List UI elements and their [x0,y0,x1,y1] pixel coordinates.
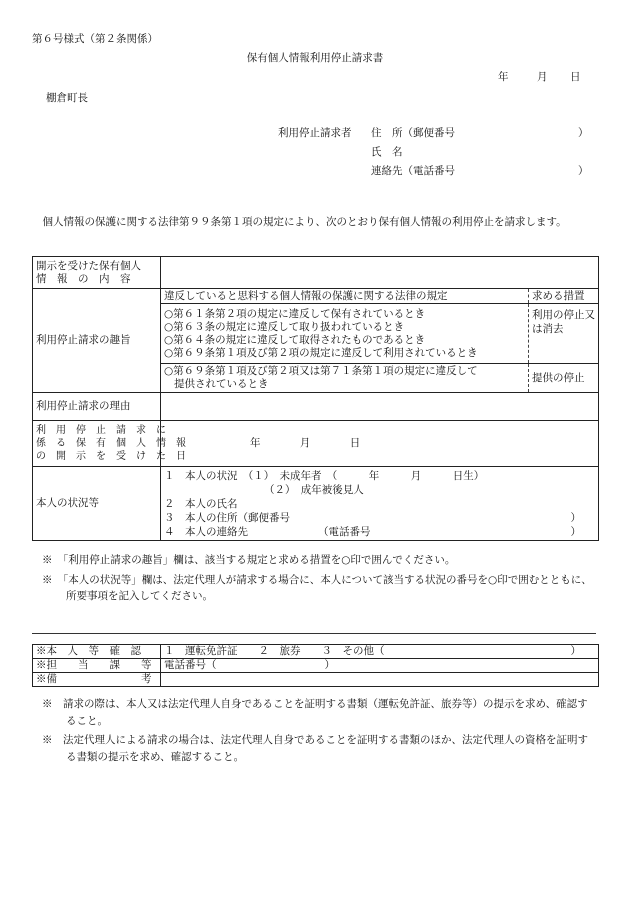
status-minor-option[interactable]: １ 本人の状況 （１） 未成年者 （ 年 月 日生） [164,469,485,482]
contact-close-paren: ） [578,165,589,177]
identity-check-options[interactable]: １ 運転免許証 ２ 旅券 ３ その他（ ） [161,645,599,659]
law-header: 違反していると思料する個人情報の保護に関する法律の規定 [161,289,529,304]
requester-address-field[interactable]: 住 所（郵便番号 [371,127,455,139]
law-option-61[interactable]: ○第６１条第２項の規定に違反して保有されているとき [164,307,426,320]
page-title: 保有個人情報利用停止請求書 [246,52,384,64]
status-address-field[interactable]: ３ 本人の住所（郵便番号 ） [164,511,581,524]
note-status: ※ 「本人の状況等」欄は、法定代理人が請求する場合に、本人について該当する状況の番号を○印で囲むとともに、所要事項を記入してください。 [42,574,592,602]
requester-name-field[interactable]: 氏 名 [371,146,403,158]
status-details [161,467,599,541]
note-identity-documents: ※ 請求の際は、本人又は法定代理人自身であることを証明する書類（運転免許証、旅券等）の提示を求め、確認すること。 [42,698,588,727]
status-name-field[interactable]: ２ 本人の氏名 [164,497,238,510]
remarks-label: ※備 考 [33,673,161,687]
addressee: 棚倉町長 [46,92,88,104]
disclosed-info-label: 開示を受けた保有個人 情 報 の 内 容 [33,257,161,289]
address-close-paren: ） [578,127,589,139]
disclosure-date-label: 利 用 停 止 請 求 に 係 る 保 有 個 人 情 報 の 開 示 を 受 け た 日 [33,421,161,467]
form-number: 第６号様式（第２条関係） [32,33,158,45]
office-table [32,644,599,687]
staff-phone-field[interactable]: 電話番号（ ） [161,659,599,673]
note-purpose: ※ 「利用停止請求の趣旨」欄は、該当する規定と求める措置を○印で囲んでください。 [42,554,456,566]
law-option-63[interactable]: ○第６３条の規定に違反して取り扱われているとき [164,320,405,333]
reason-input[interactable] [161,393,599,421]
disclosure-date-input[interactable]: 年 月 日 [161,421,599,467]
note-legal-representative: ※ 法定代理人による請求の場合は、法定代理人自身であることを証明する書類のほか、法定代理人の資格を証明する書類の提示を求め、確認すること。 [42,734,588,763]
date-day-label: 日 [570,71,581,83]
disclosed-info-input[interactable] [161,257,599,289]
status-label: 本人の状況等 [33,467,161,541]
remarks-input[interactable] [161,673,599,687]
law-option-provision[interactable]: ○第６９条第１項及び第２項又は第７１条第１項の規定に違反して 提供されているとき [161,364,529,393]
measure-header: 求める措置 [529,289,599,304]
requester-label: 利用停止請求者 [278,127,352,139]
divider-line [32,633,596,634]
staff-section-label: ※担 当 課 等 [33,659,161,673]
intro-paragraph: 個人情報の保護に関する法律第９９条第１項の規定により、次のとおり保有個人情報の利用停止を請求します。 [32,216,567,228]
date-year-label: 年 [498,71,509,83]
identity-check-label: ※本 人 等 確 認 [33,645,161,659]
law-options-cell [161,304,529,364]
status-guardian-option[interactable]: （２） 成年被後見人 [264,483,364,496]
law-option-69[interactable]: ○第６９条第１項及び第２項の規定に違反して利用されているとき [164,346,478,359]
purpose-label: 利用停止請求の趣旨 [33,289,161,393]
request-table [32,256,599,541]
date-month-label: 月 [537,71,548,83]
law-option-64[interactable]: ○第６４条の規定に違反して取得されたものであるとき [164,333,426,346]
reason-label: 利用停止請求の理由 [33,393,161,421]
status-contact-field[interactable]: ４ 本人の連絡先 （電話番号 ） [164,525,581,538]
measure-stop-provision[interactable]: 提供の停止 [529,364,599,393]
disclosed-info-row [33,257,599,289]
measure-stop-or-delete[interactable]: 利用の停止又は消去 [529,304,599,364]
requester-contact-field[interactable]: 連絡先（電話番号 [371,165,455,177]
